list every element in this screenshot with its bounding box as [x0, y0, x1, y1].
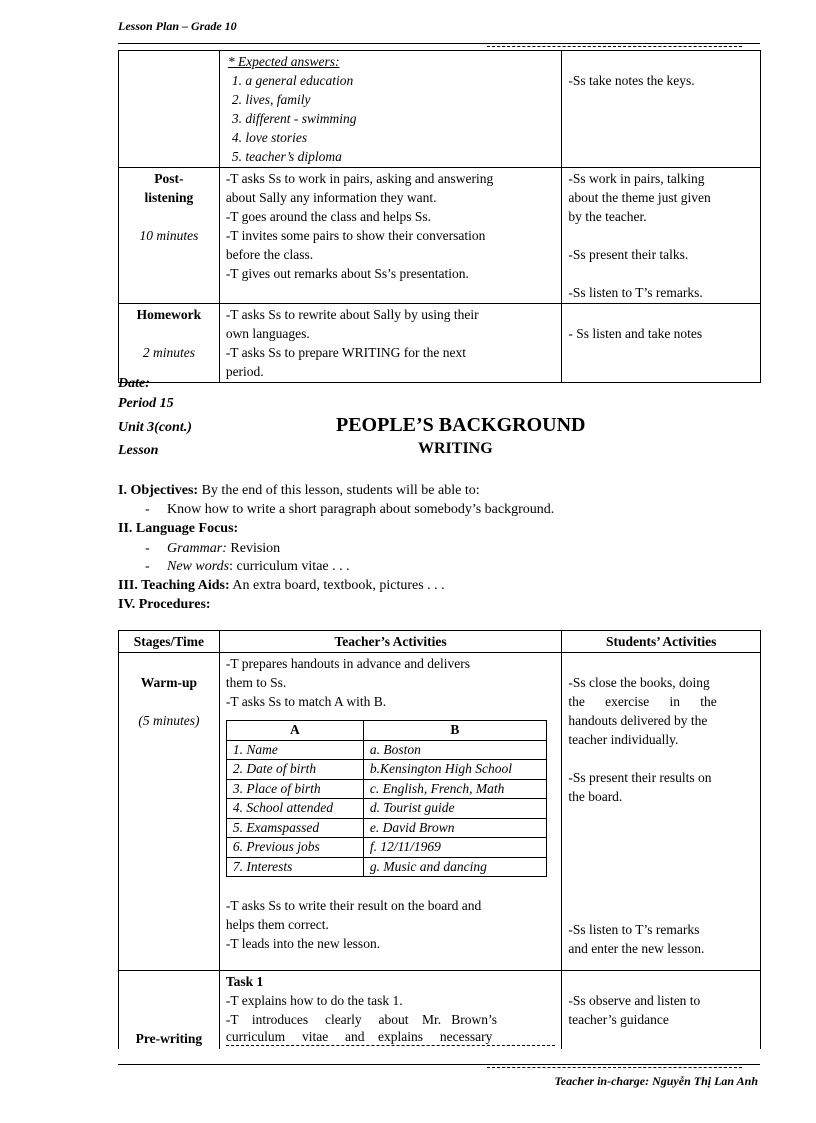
teacher-activity: -T asks Ss to rewrite about Sally by using their	[225, 307, 479, 322]
stage-cell	[119, 51, 220, 168]
answer-item: 5. teacher’s diploma	[231, 149, 342, 164]
page-title: PEOPLE’S BACKGROUND	[336, 414, 586, 436]
teaching-aids-section	[118, 576, 445, 595]
students-activity: handouts delivered by the	[568, 713, 708, 728]
students-activity: teacher individually.	[568, 732, 679, 747]
table-row	[226, 779, 546, 799]
section-text: By the end of this lesson, students will be able to:	[198, 483, 480, 498]
objectives-bullet: - Know how to write a short paragraph about somebody’s background.	[145, 502, 555, 517]
matching-cell-b: b.Kensington High School	[363, 760, 546, 780]
students-activity: -Ss listen to T’s remarks	[568, 922, 700, 937]
matching-cell-b: d. Tourist guide	[363, 799, 546, 819]
matching-cell-a: 3. Place of birth	[226, 779, 363, 799]
teacher-activity: -T prepares handouts in advance and delivers	[225, 656, 471, 671]
teacher-activity: helps them correct.	[225, 917, 329, 932]
stage-label: listening	[144, 190, 194, 205]
students-activity: -Ss listen to T’s remarks.	[568, 285, 703, 300]
page-header: Lesson Plan – Grade 10	[118, 19, 237, 33]
footer-dash-rule	[487, 1067, 742, 1068]
students-activity: -Ss work in pairs, talking	[568, 171, 705, 186]
stage-cell	[119, 304, 220, 383]
table-row	[226, 799, 546, 819]
matching-cell-b: f. 12/11/1969	[363, 838, 546, 858]
stage-cell	[119, 168, 220, 304]
students-cell	[562, 971, 761, 1050]
teacher-cell	[219, 304, 562, 383]
matching-cell-a: 1. Name	[226, 740, 363, 760]
teacher-activity: -T invites some pairs to show their conversation	[225, 228, 486, 243]
answer-item: 3. different - swimming	[231, 111, 357, 126]
teacher-activity: -T asks Ss to work in pairs, asking and answering	[225, 171, 494, 186]
procedures-heading: IV. Procedures:	[118, 597, 211, 612]
teacher-activity: -T leads into the new lesson.	[225, 936, 381, 951]
students-cell	[562, 304, 761, 383]
footer-rule	[118, 1064, 760, 1065]
teacher-cell	[219, 653, 561, 971]
teacher-activity: curriculum vitae and explains necessary	[226, 1029, 555, 1046]
teacher-activity: own languages.	[225, 326, 310, 341]
matching-header: B	[363, 721, 546, 741]
students-cell	[562, 653, 761, 971]
table-row	[226, 857, 546, 877]
footer-signature: Teacher in-charge: Nguyễn Thị Lan Anh	[554, 1074, 758, 1088]
students-activity: -Ss observe and listen to	[568, 993, 701, 1008]
students-activity: teacher’s guidance	[568, 1012, 669, 1027]
table-row	[226, 740, 546, 760]
teacher-cell	[219, 971, 561, 1050]
matching-cell-a: 5. Examspassed	[226, 818, 363, 838]
top-table	[118, 50, 761, 383]
matching-header-row	[226, 721, 546, 741]
language-focus-heading: II. Language Focus:	[118, 521, 239, 536]
period-label: Period 15	[118, 396, 174, 411]
students-cell	[562, 51, 761, 168]
matching-cell-b: g. Music and dancing	[363, 857, 546, 877]
stage-label: Homework	[136, 307, 202, 322]
teacher-cell	[219, 168, 562, 304]
students-activity: about the theme just given	[568, 190, 711, 205]
expected-answers-title: * Expected answers:	[227, 54, 340, 69]
objectives-section	[118, 481, 480, 500]
teacher-activity: -T introduces clearly about Mr. Brown’s	[225, 1012, 498, 1027]
table-row	[119, 304, 761, 383]
bullet-text: : curriculum vitae . . .	[229, 559, 350, 574]
header-dash-rule	[487, 46, 742, 47]
students-cell	[562, 168, 761, 304]
table-row	[119, 653, 761, 971]
table-row	[226, 818, 546, 838]
teacher-activity: -T gives out remarks about Ss’s presentation.	[225, 266, 469, 281]
matching-cell-a: 7. Interests	[226, 857, 363, 877]
students-activity: -Ss present their results on	[568, 770, 712, 785]
stage-cell	[119, 971, 220, 1050]
bullet-label: New words	[167, 559, 230, 574]
column-header: Teacher’s Activities	[219, 631, 561, 653]
page-subtitle: WRITING	[418, 440, 493, 457]
table-row	[226, 838, 546, 858]
teacher-activity: -T asks Ss to prepare WRITING for the next	[225, 345, 467, 360]
matching-table	[226, 720, 547, 877]
matching-cell-a: 2. Date of birth	[226, 760, 363, 780]
matching-cell-a: 6. Previous jobs	[226, 838, 363, 858]
section-heading: III. Teaching Aids:	[118, 578, 230, 593]
teacher-activity: -T goes around the class and helps Ss.	[225, 209, 432, 224]
table-header-row	[119, 631, 761, 653]
bullet-text: Revision	[226, 541, 281, 556]
students-activity: the exercise in the	[568, 694, 717, 709]
bullet-text: Know how to write a short paragraph about somebody’s background.	[167, 502, 555, 517]
students-activity: -Ss present their talks.	[568, 247, 689, 262]
new-words-bullet: - New words: curriculum vitae . . .	[145, 559, 350, 574]
teacher-activity: -T asks Ss to write their result on the board and	[225, 898, 482, 913]
date-label: Date:	[118, 376, 150, 391]
header-rule	[118, 43, 760, 44]
stage-time: 10 minutes	[139, 228, 199, 243]
column-header: Stages/Time	[119, 631, 220, 653]
matching-cell-a: 4. School attended	[226, 799, 363, 819]
table-row	[226, 760, 546, 780]
students-activity: - Ss listen and take notes	[568, 326, 703, 341]
students-activity: -Ss close the books, doing	[568, 675, 710, 690]
answer-item: 4. love stories	[231, 130, 308, 145]
unit-label: Unit 3(cont.)	[118, 420, 192, 435]
task-label: Task 1	[225, 974, 264, 989]
teacher-activity: period.	[225, 364, 264, 379]
stage-cell	[119, 653, 220, 971]
students-activity: the board.	[568, 789, 623, 804]
matching-header: A	[226, 721, 363, 741]
stage-label: Pre-writing	[135, 1031, 203, 1046]
matching-cell-b: a. Boston	[363, 740, 546, 760]
teacher-activity: about Sally any information they want.	[225, 190, 437, 205]
students-activity: by the teacher.	[568, 209, 647, 224]
teacher-activity: before the class.	[225, 247, 314, 262]
answer-item: 1. a general education	[231, 73, 354, 88]
matching-cell-b: c. English, French, Math	[363, 779, 546, 799]
stage-label: Warm-up	[140, 675, 198, 690]
column-header: Students’ Activities	[562, 631, 761, 653]
stage-label: Post-	[154, 171, 184, 186]
stage-time: 2 minutes	[142, 345, 195, 360]
teacher-activity: them to Ss.	[225, 675, 287, 690]
section-text: An extra board, textbook, pictures . . .	[229, 578, 445, 593]
table-row	[119, 971, 761, 1050]
matching-cell-b: e. David Brown	[363, 818, 546, 838]
teacher-activity: -T asks Ss to match A with B.	[225, 694, 387, 709]
lesson-label: Lesson	[118, 443, 159, 458]
procedures-table	[118, 630, 761, 1049]
table-row	[119, 168, 761, 304]
section-heading: I. Objectives:	[118, 483, 199, 498]
expected-answers-cell	[219, 51, 562, 168]
answer-item: 2. lives, family	[231, 92, 311, 107]
students-activity: -Ss take notes the keys.	[568, 73, 695, 88]
stage-time: (5 minutes)	[138, 713, 200, 728]
grammar-bullet: - Grammar: Revision	[145, 541, 281, 556]
teacher-activity: -T explains how to do the task 1.	[225, 993, 403, 1008]
students-activity: and enter the new lesson.	[568, 941, 705, 956]
table-row	[119, 51, 761, 168]
bullet-label: Grammar:	[167, 541, 227, 556]
